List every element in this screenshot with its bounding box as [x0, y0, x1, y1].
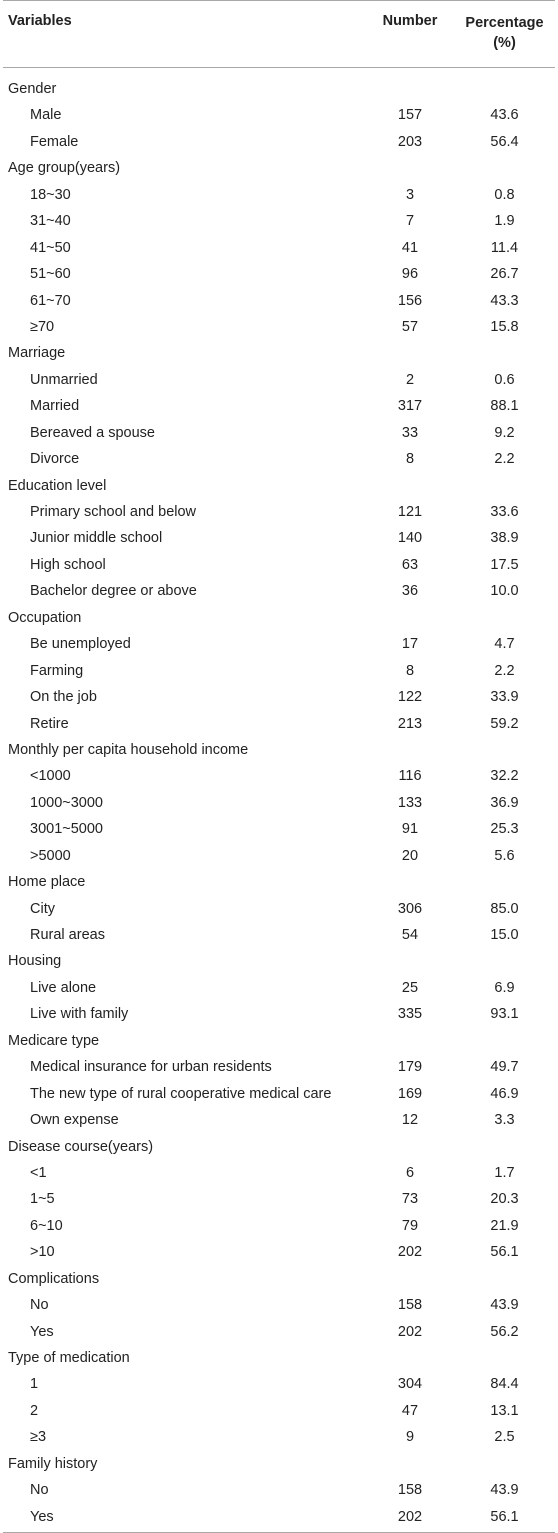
group-label: Education level: [8, 477, 107, 494]
row-number: 202: [397, 1244, 423, 1261]
row-number: 54: [401, 927, 419, 943]
row-percentage: 93.1: [490, 1006, 519, 1023]
row-number: 12: [401, 1112, 419, 1129]
row-number: 79: [401, 1217, 419, 1234]
row-label: Farming: [30, 662, 84, 679]
row-label: Medical insurance for urban residents: [30, 1059, 272, 1076]
row-label: Yes: [30, 1508, 54, 1525]
row-number: 57: [401, 318, 419, 335]
table-row: [3, 129, 555, 155]
row-percentage: 56.4: [490, 133, 519, 150]
table-row: [3, 235, 555, 261]
row-label: The new type of rural cooperative medical care: [30, 1085, 332, 1102]
row-number: 202: [397, 1508, 423, 1525]
group-label: Age group(years): [8, 160, 121, 177]
table-row: [3, 208, 555, 234]
table-row: [3, 763, 555, 789]
header-variables: Variables: [8, 13, 72, 29]
row-label: Live alone: [30, 979, 97, 996]
row-label: 51~60: [30, 266, 71, 283]
table-row: [3, 1371, 555, 1397]
table-row: [3, 1292, 555, 1318]
table-row: [3, 1477, 555, 1503]
table-row: [3, 816, 555, 842]
group-row: [3, 948, 555, 974]
table-row: [3, 578, 555, 604]
row-percentage: 59.2: [490, 715, 519, 732]
row-percentage: 2.5: [494, 1429, 515, 1446]
row-number: 63: [401, 556, 419, 573]
row-percentage: 56.1: [490, 1508, 519, 1525]
row-label: Retire: [30, 715, 69, 732]
row-label: Live with family: [30, 1006, 129, 1023]
row-label: No: [30, 1482, 49, 1499]
header-number: Number: [382, 13, 438, 29]
row-number: 91: [401, 821, 419, 838]
table-row: [3, 1504, 555, 1530]
table-row: [3, 843, 555, 869]
table-row: [3, 288, 555, 314]
row-number: 36: [401, 583, 419, 600]
row-percentage: 1.7: [494, 1164, 515, 1181]
row-percentage: 49.7: [490, 1059, 519, 1076]
row-number: 169: [397, 1085, 423, 1102]
table-row: [3, 790, 555, 816]
row-percentage: 15.0: [490, 927, 519, 943]
group-label: Home place: [8, 874, 86, 891]
row-label: 3001~5000: [30, 821, 103, 838]
row-percentage: 84.4: [490, 1376, 519, 1393]
row-percentage: 0.8: [494, 186, 515, 203]
row-percentage: 25.3: [490, 821, 519, 838]
row-percentage: 20.3: [490, 1191, 519, 1208]
row-label: <1: [30, 1164, 47, 1181]
row-number: 213: [397, 715, 423, 732]
row-number: 121: [397, 504, 423, 520]
row-number: 317: [397, 398, 423, 415]
row-percentage: 32.2: [490, 768, 519, 785]
row-label: 2: [30, 1402, 39, 1419]
row-number: 133: [397, 794, 423, 811]
row-label: >10: [30, 1244, 55, 1261]
row-label: Be unemployed: [30, 636, 131, 653]
table-row: [3, 446, 555, 472]
table-row: [3, 896, 555, 922]
row-number: 2: [405, 371, 415, 388]
group-row: [3, 76, 555, 102]
row-label: 1: [30, 1376, 39, 1393]
row-label: High school: [30, 556, 106, 573]
row-label: Female: [30, 133, 79, 150]
row-percentage: 43.3: [490, 292, 519, 309]
table-row: [3, 1081, 555, 1107]
table-row: [3, 1001, 555, 1027]
row-label: 1~5: [30, 1191, 55, 1208]
group-label: Disease course(years): [8, 1138, 154, 1155]
row-percentage: 5.6: [494, 847, 515, 864]
row-number: 7: [405, 213, 415, 230]
table-row: [3, 393, 555, 419]
table-row: [3, 102, 555, 128]
table-row: [3, 1160, 555, 1186]
row-number: 335: [397, 1006, 423, 1023]
row-percentage: 15.8: [490, 318, 519, 335]
row-percentage: 43.9: [490, 1482, 519, 1499]
row-label: Own expense: [30, 1112, 119, 1129]
row-number: 157: [397, 107, 423, 124]
row-label: No: [30, 1297, 49, 1314]
table-row: [3, 367, 555, 393]
table-row: [3, 922, 555, 948]
row-label: Married: [30, 398, 80, 415]
row-number: 47: [401, 1402, 419, 1419]
row-percentage: 46.9: [490, 1085, 519, 1102]
row-number: 202: [397, 1323, 423, 1340]
row-percentage: 2.2: [494, 451, 515, 468]
table-row: [3, 499, 555, 525]
row-number: 304: [397, 1376, 423, 1393]
row-label: Unmarried: [30, 371, 98, 388]
row-percentage: 13.1: [490, 1402, 519, 1419]
group-row: [3, 737, 555, 763]
row-label: On the job: [30, 689, 97, 706]
row-percentage: 33.6: [490, 504, 519, 520]
group-row: [3, 155, 555, 181]
row-number: 8: [405, 451, 415, 468]
row-percentage: 9.2: [494, 424, 515, 441]
row-label: 6~10: [30, 1217, 63, 1234]
table-row: [3, 711, 555, 737]
row-percentage: 17.5: [490, 556, 519, 573]
group-row: [3, 1345, 555, 1371]
row-percentage: 4.7: [494, 636, 515, 653]
row-percentage: 3.3: [494, 1112, 515, 1129]
table-row: [3, 975, 555, 1001]
row-percentage: 1.9: [494, 213, 515, 230]
group-row: [3, 1451, 555, 1477]
table-row: [3, 420, 555, 446]
row-number: 33: [401, 424, 419, 441]
row-label: Yes: [30, 1323, 54, 1340]
table-row: [3, 1107, 555, 1133]
group-row: [3, 340, 555, 366]
row-number: 25: [401, 979, 419, 996]
row-number: 73: [401, 1191, 419, 1208]
row-label: Divorce: [30, 451, 80, 468]
row-label: Rural areas: [30, 927, 105, 943]
row-number: 203: [397, 133, 423, 150]
row-label: City: [30, 900, 55, 917]
group-label: Marriage: [8, 345, 66, 362]
row-number: 140: [397, 530, 423, 547]
row-number: 17: [401, 636, 419, 653]
row-label: Bachelor degree or above: [30, 583, 197, 600]
group-label: Type of medication: [8, 1350, 130, 1366]
row-percentage: 43.9: [490, 1297, 519, 1314]
row-number: 9: [405, 1429, 415, 1446]
row-label: 31~40: [30, 213, 71, 230]
table-row: [3, 314, 555, 340]
header-percentage: [458, 13, 551, 53]
table-body: [3, 76, 555, 1530]
group-row: [3, 1028, 555, 1054]
row-label: Male: [30, 107, 62, 124]
demographics-table: [3, 0, 555, 1533]
group-row: [3, 473, 555, 499]
row-percentage: 2.2: [494, 662, 515, 679]
group-label: Housing: [8, 953, 62, 970]
row-percentage: 21.9: [490, 1217, 519, 1234]
row-percentage: 33.9: [490, 689, 519, 706]
row-percentage: 43.6: [490, 107, 519, 124]
row-label: Bereaved a spouse: [30, 424, 155, 441]
table-row: [3, 1186, 555, 1212]
header-percentage-line2: (%): [493, 35, 516, 51]
table-header: [3, 0, 555, 68]
table-row: [3, 525, 555, 551]
row-number: 8: [405, 662, 415, 679]
row-percentage: 56.2: [490, 1323, 519, 1340]
table-row: [3, 631, 555, 657]
row-number: 20: [401, 847, 419, 864]
table-row: [3, 1424, 555, 1450]
row-percentage: 6.9: [494, 979, 515, 996]
table-row: [3, 182, 555, 208]
group-label: Medicare type: [8, 1032, 100, 1049]
table-row: [3, 1398, 555, 1424]
row-percentage: 0.6: [494, 371, 515, 388]
row-label: Junior middle school: [30, 530, 163, 547]
row-label: 18~30: [30, 186, 71, 203]
table-row: [3, 1239, 555, 1265]
group-row: [3, 869, 555, 895]
row-number: 122: [397, 689, 423, 706]
row-label: 1000~3000: [30, 794, 103, 811]
row-label: ≥70: [30, 318, 55, 335]
table-row: [3, 1054, 555, 1080]
group-label: Occupation: [8, 609, 82, 626]
group-label: Complications: [8, 1270, 100, 1287]
row-number: 158: [397, 1482, 423, 1499]
table-row: [3, 1213, 555, 1239]
row-percentage: 88.1: [490, 398, 519, 415]
row-percentage: 38.9: [490, 530, 519, 547]
row-percentage: 11.4: [490, 239, 519, 256]
row-label: 41~50: [30, 239, 71, 256]
group-row: [3, 605, 555, 631]
row-number: 96: [401, 266, 419, 283]
table-row: [3, 552, 555, 578]
row-number: 158: [397, 1297, 423, 1314]
group-row: [3, 1266, 555, 1292]
row-number: 116: [398, 768, 422, 785]
table-row: [3, 261, 555, 287]
group-label: Gender: [8, 81, 57, 97]
row-number: 41: [401, 239, 419, 256]
row-number: 6: [405, 1164, 415, 1181]
row-label: >5000: [30, 847, 71, 864]
row-number: 179: [397, 1059, 423, 1076]
group-label: Monthly per capita household income: [8, 741, 249, 758]
group-label: Family history: [8, 1455, 98, 1472]
group-row: [3, 1134, 555, 1160]
row-percentage: 36.9: [490, 794, 519, 811]
row-percentage: 10.0: [490, 583, 519, 600]
row-number: 3: [405, 186, 415, 203]
row-percentage: 85.0: [490, 900, 519, 917]
row-label: Primary school and below: [30, 504, 197, 520]
row-number: 156: [397, 292, 423, 309]
table-row: [3, 684, 555, 710]
row-label: <1000: [30, 768, 71, 785]
header-percentage-line1: Percentage: [465, 15, 544, 31]
row-percentage: 26.7: [490, 266, 519, 283]
row-number: 306: [397, 900, 423, 917]
row-label: ≥3: [30, 1429, 47, 1446]
row-percentage: 56.1: [490, 1244, 519, 1261]
table-row: [3, 1319, 555, 1345]
table-row: [3, 658, 555, 684]
row-label: 61~70: [30, 292, 71, 309]
